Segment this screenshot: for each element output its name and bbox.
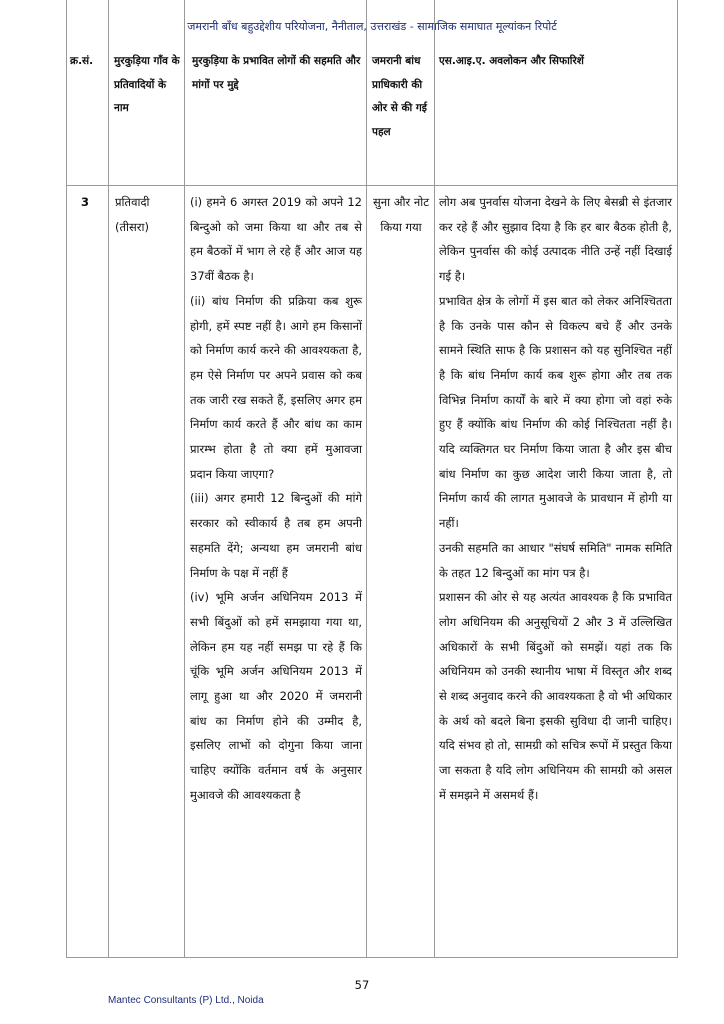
table-border-right — [677, 0, 678, 958]
issues-cell — [190, 190, 362, 808]
issue-point: (ii) बांध निर्माण की प्रक्रिया कब शुरू होगी, हमें स्पष्ट नहीं है। आगे हम किसानों को निर्माण कार्य करने की आवश्यकता है, हम ऐसे निर्माण पर अपने प्रवास को कब तक जारी रख सकते हैं, इसलिए अगर हम निर्माण कार्य करते हैं और बांध का काम प्रारम्भ होता है तो क्या हमें मुआवजा प्रदान किया जाएगा? — [190, 293, 362, 481]
observation-paragraph: लोग अब पुनर्वास योजना देखने के लिए बेसब्री से इंतजार कर रहे हैं और सुझाव दिया है कि हर बार बैठक होती है, लेकिन पुनर्वास की कोई उत्पादक नीति उन्हें नहीं दिखाई गई है। — [439, 195, 672, 284]
header-serial: क्र.सं. — [70, 55, 94, 67]
table-border-bottom — [66, 957, 678, 958]
page-number: 57 — [354, 978, 370, 992]
issue-point: (iv) भूमि अर्जन अधिनियम 2013 में सभी बिंदुओं को हमें समझाया गया था, लेकिन हम यह नहीं समझ पा रहे हैं कि चूंकि भूमि अर्जन अधिनियम 2013 में लागू हुआ था और 2020 में जमरानी बांध का निर्माण होने की उम्मीद है, इसलिए लाभों को दोगुना किया जाना चाहिए क्योंकि वर्तमान वर्ष के अनुसार मुआवजे की आवश्यकता है — [190, 590, 362, 802]
sia-observations-cell — [439, 190, 672, 808]
footer-company: Mantec Consultants (P) Ltd., Noida — [108, 995, 264, 1006]
header-respondent: मुरकुड़िया गाँव के प्रतिवादियों के नाम — [114, 55, 180, 114]
issue-point: (iii) अगर हमारी 12 बिन्दुओं की मांगे सरकार को स्वीकार्य है तब हम अपनी सहमति देंगे; अन्यथा हम जमरानी बांध निर्माण के पक्ष में नहीं हैं — [190, 491, 362, 580]
header-authority-action: जमरानी बांध प्राधिकारी की ओर से की गई पहल — [372, 55, 427, 138]
table-border-left — [66, 0, 67, 958]
column-divider — [434, 0, 435, 958]
header-sia-observations: एस.आइ.ए. अवलोकन और सिफारिशें — [439, 55, 584, 67]
header-issues: मुरकुड़िया के प्रभावित लोगों की सहमति और मांगों पर मुद्दे — [192, 55, 361, 91]
column-divider — [366, 0, 367, 958]
issues-table — [66, 0, 678, 958]
observation-paragraph: प्रशासन की ओर से यह अत्यंत आवश्यक है कि प्रभावित लोग अधिनियम की अनुसूचियों 2 और 3 में उल्लिखित अधिकारों के सभी बिंदुओं को समझें। यहां तक कि अधिनियम को उनकी स्थानीय भाषा में विस्तृत और शब्द से शब्द अनुवाद करने की आवश्यकता है वो भी अधिकार के अर्थ को बदले बिना इसकी सुविधा दी जानी चाहिए। यदि संभव हो तो, सामग्री को सचित्र रूपों में प्रस्तुत किया जा सकता है यदि लोग अधिनियम की सामग्री को असल में समझने में असमर्थ हैं। — [439, 590, 672, 802]
authority-action-cell: सुना और नोट किया गया — [372, 195, 430, 234]
row-respondent: प्रतिवादी (तीसरा) — [115, 195, 150, 234]
observation-paragraph: उनकी सहमति का आधार "संघर्ष समिति" नामक समिति के तहत 12 बिन्दुओं का मांग पत्र है। — [439, 540, 672, 580]
column-divider — [108, 0, 109, 958]
observation-paragraph: प्रभावित क्षेत्र के लोगों में इस बात को लेकर अनिश्चितता है कि उनके पास कौन से विकल्प बचे हैं और उनके सामने स्थिति साफ है कि प्रशासन को यह सुनिश्चित नहीं है कि बांध निर्माण कार्य कब शुरू होगा और तब तक विभिन्न निर्माण कार्यों के बारे में क्या होगा जो वहां रुके हुए हैं क्योंकि बांध निर्माण की कोई निश्चितता नहीं है। यदि व्यक्तिगत घर निर्माण किया जाता है और इस बीच बांध निर्माण का कुछ आदेश जारी किया जाता है, तो निर्माण कार्य की लागत मुआवजे के प्रावधान में होगी या नहीं। — [439, 293, 672, 531]
report-title: जमरानी बाँध बहुउद्देशीय परियोजना, नैनीताल, उत्तराखंड - सामाजिक समाघात मूल्यांकन रिपोर्ट — [187, 20, 557, 33]
header-divider — [66, 185, 678, 186]
row-serial: 3 — [80, 195, 89, 209]
issue-point: (i) हमने 6 अगस्त 2019 को अपने 12 बिन्दुओ को जमा किया था और तब से हम बैठकों में भाग ले रहे हैं और आज यह 37वीं बैठक है। — [190, 195, 362, 284]
column-divider — [184, 0, 185, 958]
